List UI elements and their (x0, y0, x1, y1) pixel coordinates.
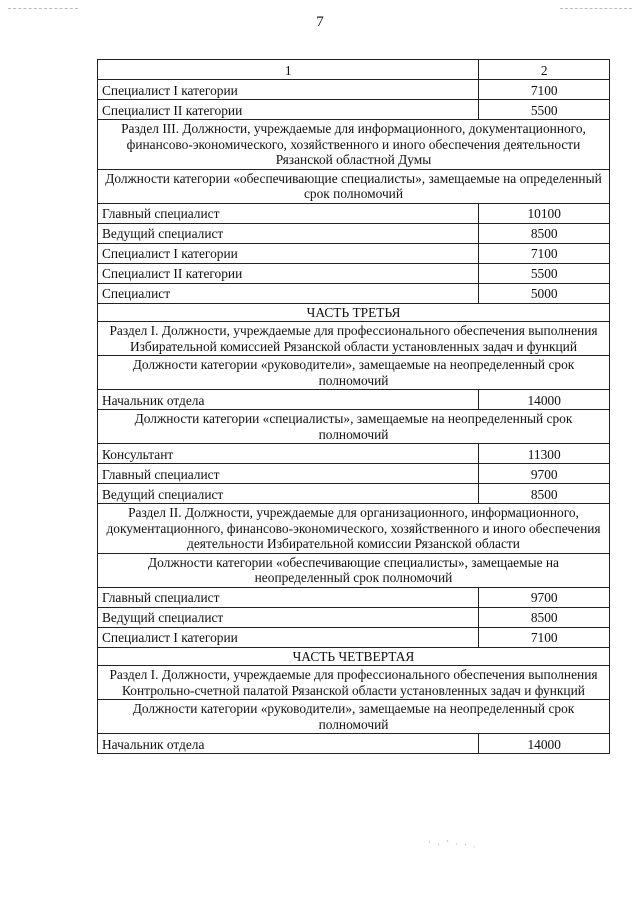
section-row (98, 303, 610, 322)
position-name: Специалист I категории (98, 627, 479, 647)
section-heading: Раздел I. Должности, учреждаемые для профессионального обеспечения выполнения Контрольно-счетной палатой Рязанской области установленных задач и функций (98, 666, 610, 700)
table-row (98, 203, 610, 223)
table-row (98, 627, 610, 647)
salary-value: 14000 (479, 734, 610, 754)
salary-value: 8500 (479, 607, 610, 627)
section-heading: Раздел II. Должности, учреждаемые для организационного, информационного, документационного, финансово-экономического, хозяйственного и иного обеспечения деятельности Избирательной комиссии Рязанской области (98, 504, 610, 554)
position-name: Начальник отдела (98, 390, 479, 410)
scan-smudge: ˙ ᐧ ՝ ˑ ᐧ ˒ (428, 840, 478, 850)
top-scan-line (8, 8, 78, 9)
position-name: Специалист (98, 283, 479, 303)
table-row (98, 587, 610, 607)
salary-value: 7100 (479, 80, 610, 100)
salary-value: 5000 (479, 283, 610, 303)
salary-value: 8500 (479, 223, 610, 243)
table-row (98, 734, 610, 754)
salary-value: 9700 (479, 587, 610, 607)
section-row (98, 120, 610, 170)
position-name: Главный специалист (98, 203, 479, 223)
table-row (98, 607, 610, 627)
position-name: Ведущий специалист (98, 607, 479, 627)
section-heading: Раздел I. Должности, учреждаемые для профессионального обеспечения выполнения Избирательной комиссией Рязанской области установленных задач и функций (98, 322, 610, 356)
position-name: Специалист II категории (98, 263, 479, 283)
column-header-2: 2 (479, 60, 610, 80)
page-number: 7 (316, 14, 324, 30)
position-name: Главный специалист (98, 464, 479, 484)
section-row (98, 700, 610, 734)
top-scan-line (560, 8, 632, 9)
section-heading: Должности категории «обеспечивающие специалисты», замещаемые на неопределенный срок полномочий (98, 553, 610, 587)
table-row (98, 243, 610, 263)
table-row (98, 283, 610, 303)
section-heading: Должности категории «руководители», замещаемые на неопределенный срок полномочий (98, 700, 610, 734)
section-heading: ЧАСТЬ ЧЕТВЕРТАЯ (98, 647, 610, 666)
salary-value: 14000 (479, 390, 610, 410)
salary-value: 5500 (479, 100, 610, 120)
section-row (98, 666, 610, 700)
section-heading: Должности категории «руководители», замещаемые на неопределенный срок полномочий (98, 356, 610, 390)
section-row (98, 647, 610, 666)
section-heading: Должности категории «обеспечивающие специалисты», замещаемые на определенный срок полномочий (98, 169, 610, 203)
salary-value: 8500 (479, 484, 610, 504)
position-name: Ведущий специалист (98, 223, 479, 243)
section-heading: Должности категории «специалисты», замещаемые на неопределенный срок полномочий (98, 410, 610, 444)
salary-value: 7100 (479, 627, 610, 647)
salary-value: 7100 (479, 243, 610, 263)
salary-value: 11300 (479, 444, 610, 464)
section-heading: Раздел III. Должности, учреждаемые для информационного, документационного, финансово-экономического, хозяйственного и иного обеспечения деятельности Рязанской областной Думы (98, 120, 610, 170)
section-row (98, 410, 610, 444)
position-name: Специалист I категории (98, 243, 479, 263)
table-row (98, 223, 610, 243)
position-name: Специалист I категории (98, 80, 479, 100)
table-row (98, 484, 610, 504)
position-name: Ведущий специалист (98, 484, 479, 504)
salary-value: 9700 (479, 464, 610, 484)
table-row (98, 100, 610, 120)
table-row (98, 444, 610, 464)
table-row (98, 464, 610, 484)
section-row (98, 504, 610, 554)
section-row (98, 169, 610, 203)
section-row (98, 356, 610, 390)
salary-value: 10100 (479, 203, 610, 223)
position-name: Специалист II категории (98, 100, 479, 120)
position-name: Начальник отдела (98, 734, 479, 754)
section-row (98, 322, 610, 356)
salary-value: 5500 (479, 263, 610, 283)
table-row (98, 80, 610, 100)
section-heading: ЧАСТЬ ТРЕТЬЯ (98, 303, 610, 322)
position-name: Главный специалист (98, 587, 479, 607)
table-row (98, 390, 610, 410)
salary-table (97, 59, 610, 754)
section-row (98, 553, 610, 587)
column-header-1: 1 (98, 60, 479, 80)
position-name: Консультант (98, 444, 479, 464)
table-header-row (98, 60, 610, 80)
table-row (98, 263, 610, 283)
